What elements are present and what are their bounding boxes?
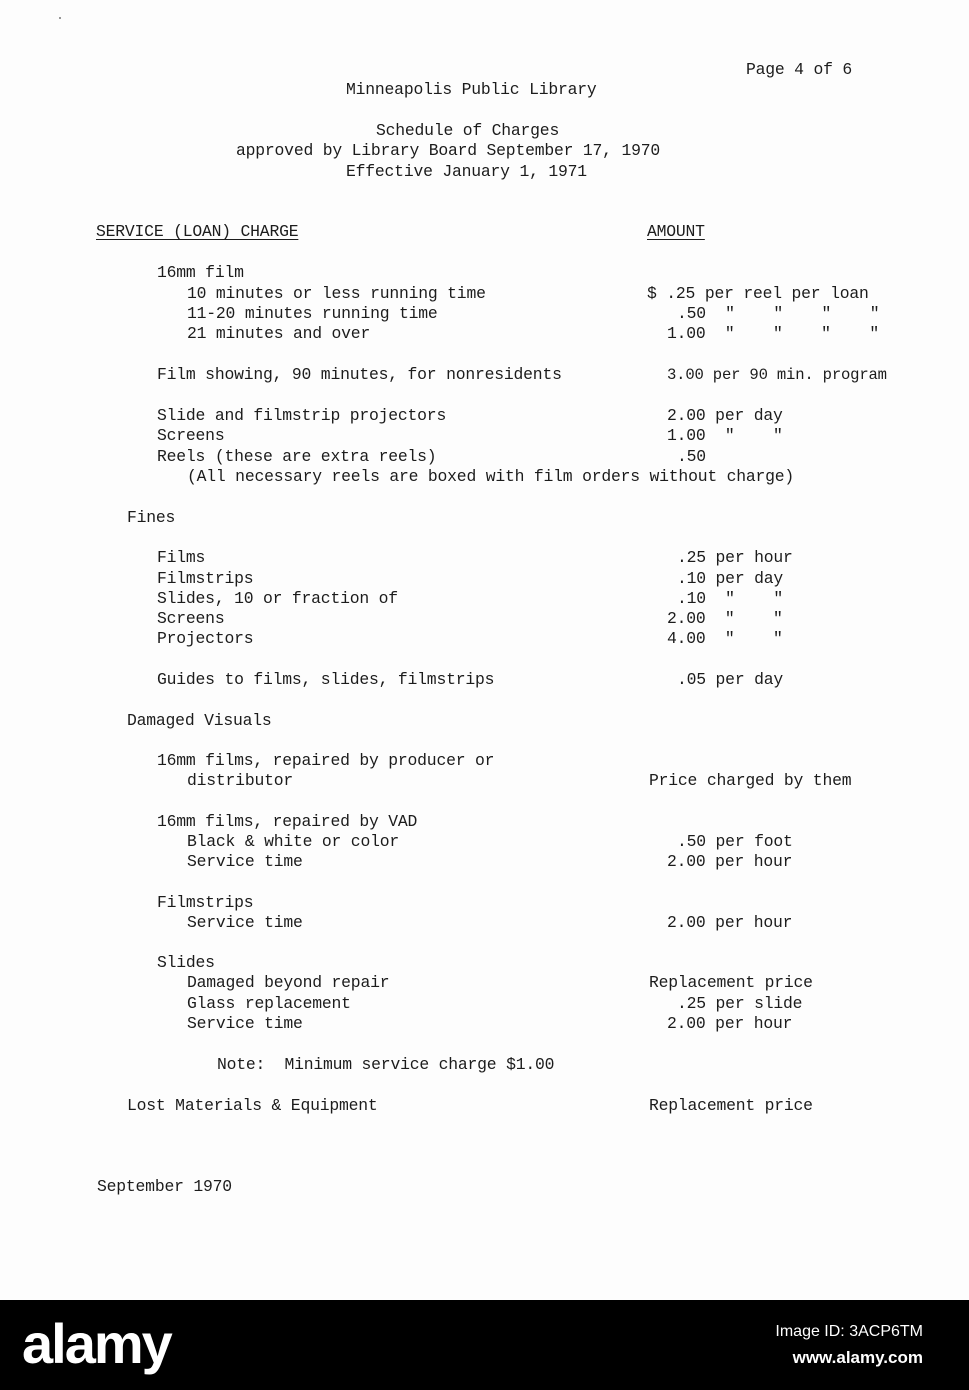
row-amount: 2.00 per hour [667, 852, 793, 871]
row-label: Damaged beyond repair [187, 973, 390, 992]
row-amount: .50 [677, 447, 706, 466]
row-amount: .10 per day [677, 569, 783, 588]
row-amount: .10 " " [677, 589, 783, 608]
row-amount: Replacement price [649, 973, 813, 992]
row-amount: 2.00 " " [667, 609, 783, 628]
amount-heading: AMOUNT [647, 222, 705, 241]
row-label: Glass replacement [187, 994, 351, 1013]
row-label: Screens [157, 609, 225, 628]
row-amount: 1.00 " " " " [667, 324, 879, 343]
row-label: 16mm film [157, 263, 244, 282]
row-label: Filmstrips [157, 569, 254, 588]
organization-name: Minneapolis Public Library [346, 80, 597, 99]
alamy-logo: alamy [22, 1312, 171, 1375]
row-label: Guides to films, slides, filmstrips [157, 670, 495, 689]
row-amount: Replacement price [649, 1096, 813, 1115]
document-title: Schedule of Charges [376, 121, 560, 140]
row-label: Slide and filmstrip projectors [157, 406, 447, 425]
row-label: Projectors [157, 629, 254, 648]
row-label: Film showing, 90 minutes, for nonresidents [157, 365, 562, 384]
footer-date: September 1970 [97, 1177, 232, 1196]
row-label: distributor [187, 771, 293, 790]
row-amount: .25 per hour [677, 548, 793, 567]
site-url: www.alamy.com [792, 1348, 923, 1367]
row-label: Service time [187, 852, 303, 871]
row-amount: .05 per day [677, 670, 783, 689]
row-label: Films [157, 548, 206, 567]
row-amount: 2.00 per hour [667, 913, 793, 932]
row-label: Service time [187, 1014, 303, 1033]
speck [59, 17, 61, 19]
page-number: Page 4 of 6 [746, 60, 852, 79]
row-amount: 4.00 " " [667, 629, 783, 648]
minimum-charge-note: Note: Minimum service charge $1.00 [217, 1055, 555, 1074]
row-label: 16mm films, repaired by VAD [157, 812, 418, 831]
row-label: Slides, 10 or fraction of [157, 589, 398, 608]
fines-heading: Fines [127, 508, 176, 527]
row-label: Lost Materials & Equipment [127, 1096, 378, 1115]
image-id: Image ID: 3ACP6TM [775, 1323, 923, 1340]
row-amount: 2.00 per hour [667, 1014, 793, 1033]
row-amount: .25 per slide [677, 994, 803, 1013]
row-amount: $ .25 per reel per loan [647, 284, 869, 303]
row-amount: .50 per foot [677, 832, 793, 851]
row-label: Black & white or color [187, 832, 399, 851]
watermark-bar [0, 1300, 969, 1390]
row-label: Screens [157, 426, 225, 445]
service-charge-heading: SERVICE (LOAN) CHARGE [96, 222, 299, 241]
approval-line: approved by Library Board September 17, 1970 [236, 141, 660, 160]
row-label: 11-20 minutes running time [187, 304, 438, 323]
row-label: 10 minutes or less running time [187, 284, 486, 303]
row-label: 16mm films, repaired by producer or [157, 751, 495, 770]
row-amount: 2.00 per day [667, 406, 783, 425]
row-label: Slides [157, 953, 215, 972]
damaged-visuals-heading: Damaged Visuals [127, 711, 272, 730]
row-label: 21 minutes and over [187, 324, 371, 343]
row-label: Reels (these are extra reels) [157, 447, 437, 466]
row-amount: 1.00 " " [667, 426, 783, 445]
row-amount: Price charged by them [649, 771, 852, 790]
row-amount: 3.00 per 90 min. program [667, 366, 887, 384]
row-amount: .50 " " " " [677, 304, 880, 323]
effective-date: Effective January 1, 1971 [346, 162, 587, 181]
row-label: Filmstrips [157, 893, 254, 912]
row-note: (All necessary reels are boxed with film orders without charge) [187, 467, 795, 486]
row-label: Service time [187, 913, 303, 932]
